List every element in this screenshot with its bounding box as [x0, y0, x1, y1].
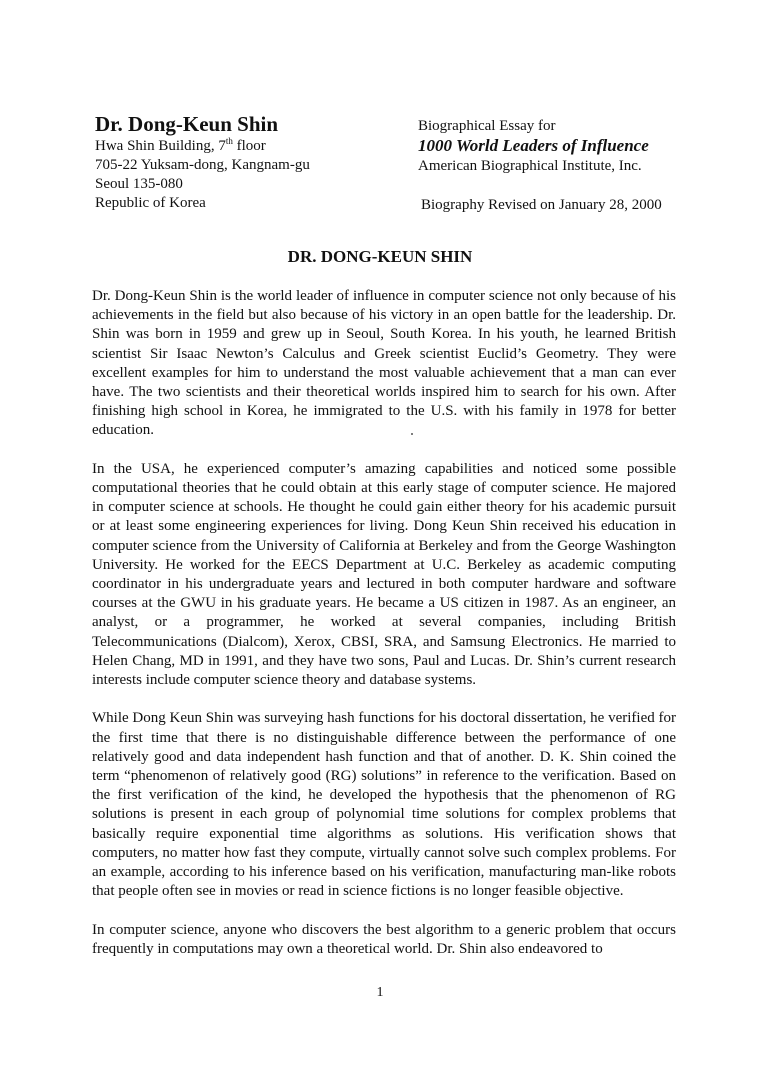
address-line-country: Republic of Korea [95, 195, 206, 211]
essay-label: Biographical Essay for [418, 118, 556, 134]
address-building-tail: floor [232, 138, 266, 154]
address-building-main: Hwa Shin Building, 7 [95, 138, 226, 154]
publication-info-block [418, 117, 728, 215]
address-line-city: Seoul 135-080 [95, 176, 183, 192]
scan-speck [411, 433, 413, 435]
publisher-name: American Biographical Institute, Inc. [418, 158, 642, 174]
author-contact-block [95, 111, 395, 213]
page-number: 1 [376, 985, 384, 1000]
document-title: DR. DONG-KEUN SHIN [287, 247, 473, 266]
address-floor-ordinal: th [225, 136, 233, 146]
address-line-building [95, 137, 395, 156]
paragraph: Dr. Dong-Keun Shin is the world leader of influence in computer science not only because of his achievements in the field but also because of his victory in an open battle for the leadership. Dr. Shin was born in 1959 and grew up in Seoul, South Korea. In his youth, he learned British scientist Sir Isaac Newton’s Calculus and Greek scientist Euclid’s Geometry. They were excellent examples for him to understand the most valuable achievement that a man can ever have. The two scientists and their theoretical worlds inspired him to search for his own. After finishing high school in Korea, he immigrated to the U.S. with his family in 1978 for better education. [92, 288, 676, 439]
biography-body [92, 287, 676, 978]
paragraph: In the USA, he experienced computer’s amazing capabilities and noticed some possible computational theories that he could obtain at this early stage of computer science. He majored in computer science at schools. He thought he could gain either theory for his academic pursuit or at least some engineering experiences for living. Dong Keun Shin received his education in computer science from the University of California at Berkeley and from the George Washington University. He worked for the EECS Department at U.C. Berkeley as academic computing coordinator in his undergraduate years and lectured in both computer hardware and software courses at the GWU in his graduate years. He became a US citizen in 1987. As an engineer, an analyst, or a programmer, he worked at several companies, including British Telecommunications (Dialcom), Xerox, CBSI, SRA, and Samsung Electronics. He married to Helen Chang, MD in 1991, and they have two sons, Paul and Lucas. Dr. Shin’s current research interests include computer science theory and database systems. [92, 460, 676, 689]
paragraph: While Dong Keun Shin was surveying hash functions for his doctoral dissertation, he verified for the first time that there is no distinguishable difference between the performance of one relatively good and data independent hash function and that of another. D. K. Shin coined the term “phenomenon of relatively good (RG) solutions” in reference to the verification. Based on the first verification of the kind, he developed the hypothesis that the phenomenon of RG solutions is present in each group of polynomial time solutions for complex problems that basically require exponential time algorithms as solutions. His verification shows that computers, no matter how fast they compute, virtually cannot solve such complex problems. For an example, according to his inference based on his verification, manufacturing man-like robots that people often see in movies or read in science fictions is no longer feasible objective. [92, 710, 676, 900]
revision-date: Biography Revised on January 28, 2000 [421, 197, 662, 213]
paragraph: In computer science, anyone who discovers the best algorithm to a generic problem that occurs frequently in computations may own a theoretical world. Dr. Shin also endeavored to [92, 921, 676, 957]
book-title: 1000 World Leaders of Influence [418, 136, 649, 155]
address-line-street: 705-22 Yuksam-dong, Kangnam-gu [95, 157, 310, 173]
author-name: Dr. Dong-Keun Shin [95, 112, 279, 136]
